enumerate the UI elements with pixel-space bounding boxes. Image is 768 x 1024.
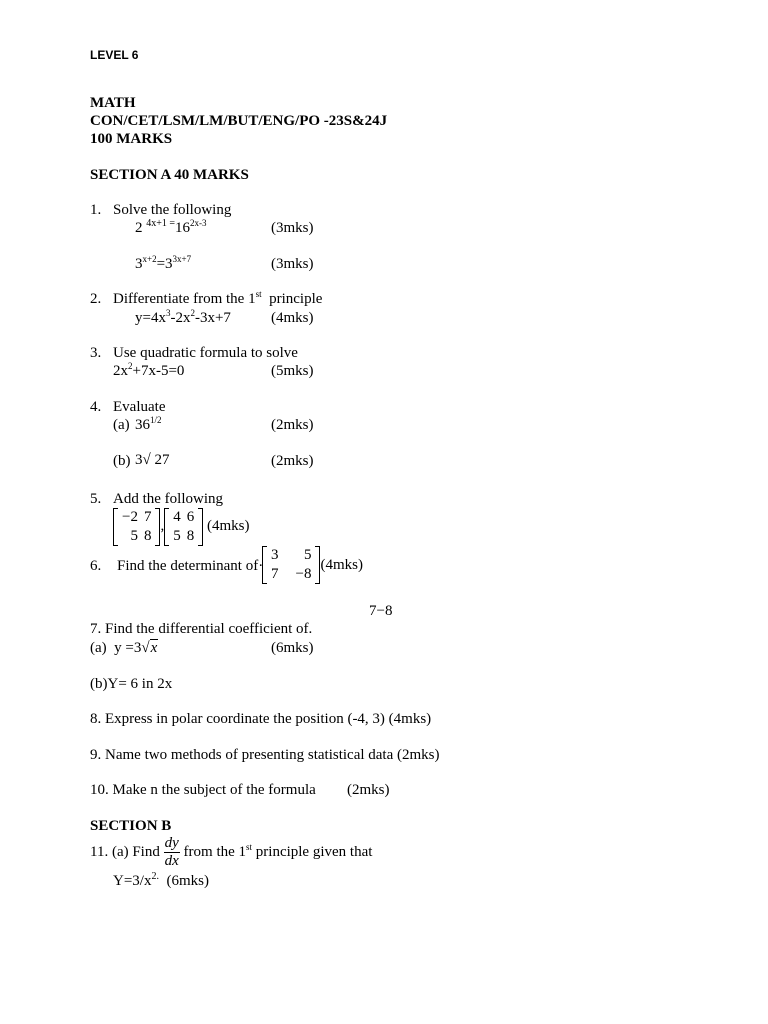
q1-text: Solve the following	[113, 202, 232, 218]
total-marks: 100 MARKS	[90, 131, 173, 147]
q5-text: Add the following	[113, 491, 223, 507]
sqrt-sign: √x	[141, 640, 158, 656]
section-a-title: SECTION A 40 MARKS	[90, 167, 249, 183]
subject-title: MATH	[90, 95, 136, 111]
q4a-label: (a)	[113, 417, 130, 433]
q10-text: 10. Make n the subject of the formula	[90, 782, 316, 798]
q1b-marks: (3mks)	[271, 256, 314, 272]
q5-matrix-1	[113, 508, 160, 546]
matrix-cell: 5	[303, 547, 312, 563]
q1a-marks: (3mks)	[271, 220, 314, 236]
q4-number: 4.	[90, 399, 102, 415]
q6-text: Find the determinant of·	[117, 558, 264, 574]
matrix-cell: 4	[173, 508, 181, 525]
matrix-cell: 8	[186, 527, 195, 544]
level-label: LEVEL 6	[90, 48, 139, 62]
q4-text: Evaluate	[113, 399, 166, 415]
q1b-equation: $3^{x+2}=3^{3x+7}$	[135, 254, 192, 272]
matrix-cell: 7	[143, 508, 152, 525]
matrix-cell: 3	[271, 547, 279, 563]
q7a-equation: (a) y =3√x	[90, 640, 158, 656]
q6-matrix-wrap	[262, 546, 363, 584]
q3-equation: $2x^2+7x-5=0$	[113, 361, 185, 379]
matrix-cell: 6	[186, 508, 195, 525]
q6-marks: (4mks)	[320, 557, 363, 573]
q4a-expression: $36^{1/2}$	[135, 415, 162, 433]
q2-number: 2.	[90, 291, 102, 307]
q10-marks: (2mks)	[347, 782, 390, 798]
q4a-marks: (2mks)	[271, 417, 314, 433]
q2-marks: (4mks)	[271, 310, 314, 326]
q5-matrix-2	[164, 508, 203, 546]
matrix-cell: −2	[122, 508, 138, 525]
matrix-cell: 8	[143, 527, 152, 544]
q11-equation: $Y=3/x^{2.}$ (6mks)	[113, 871, 209, 889]
q6-matrix	[262, 546, 320, 584]
q4b-expression: 3√ 27	[135, 452, 170, 468]
class-codes: CON/CET/LSM/LM/BUT/ENG/PO -23S&24J	[90, 113, 388, 129]
q5-matrices	[113, 506, 249, 546]
q8-text: 8. Express in polar coordinate the position (-4, 3) (4mks)	[90, 711, 432, 727]
q5-number: 5.	[90, 491, 102, 507]
q3-text: Use quadratic formula to solve	[113, 345, 298, 361]
q4b-marks: (2mks)	[271, 453, 314, 469]
q2-text: Differentiate from the 1st principle	[113, 289, 323, 307]
matrix-cell: 5	[130, 527, 138, 544]
q1a-equation: 2 $^{4x+1 =}16^{2x-3}$	[135, 218, 207, 236]
q2-equation: $y=4x^3-2x^2-3x+7$	[135, 308, 231, 326]
dy-dx-fraction: $\frac{dy}{dx}$	[164, 835, 179, 870]
q9-text: 9. Name two methods of presenting statistical data (2mks)	[90, 747, 440, 763]
q5-marks: (4mks)	[206, 518, 250, 534]
matrix-cell: 7	[271, 566, 279, 582]
q3-number: 3.	[90, 345, 102, 361]
q3-marks: (5mks)	[271, 363, 314, 379]
q4b-label: (b)	[113, 453, 131, 469]
q6-number: 6.	[90, 558, 102, 574]
section-b-title: SECTION B	[90, 818, 172, 834]
q6-stray-expression: 7−8	[369, 603, 393, 619]
q7-text: 7. Find the differential coefficient of.	[90, 621, 313, 637]
matrix-cell: 5	[173, 527, 181, 544]
matrix-cell: −8	[295, 566, 312, 582]
q7a-marks: (6mks)	[271, 640, 314, 656]
q5-comma: ,	[160, 518, 165, 534]
q11-text: 11. (a) Find $\frac{dy}{dx}$ from the 1st principle given that	[90, 835, 373, 870]
q7b-text: (b)Y= 6 in 2x	[90, 676, 173, 692]
q1-number: 1.	[90, 202, 102, 218]
